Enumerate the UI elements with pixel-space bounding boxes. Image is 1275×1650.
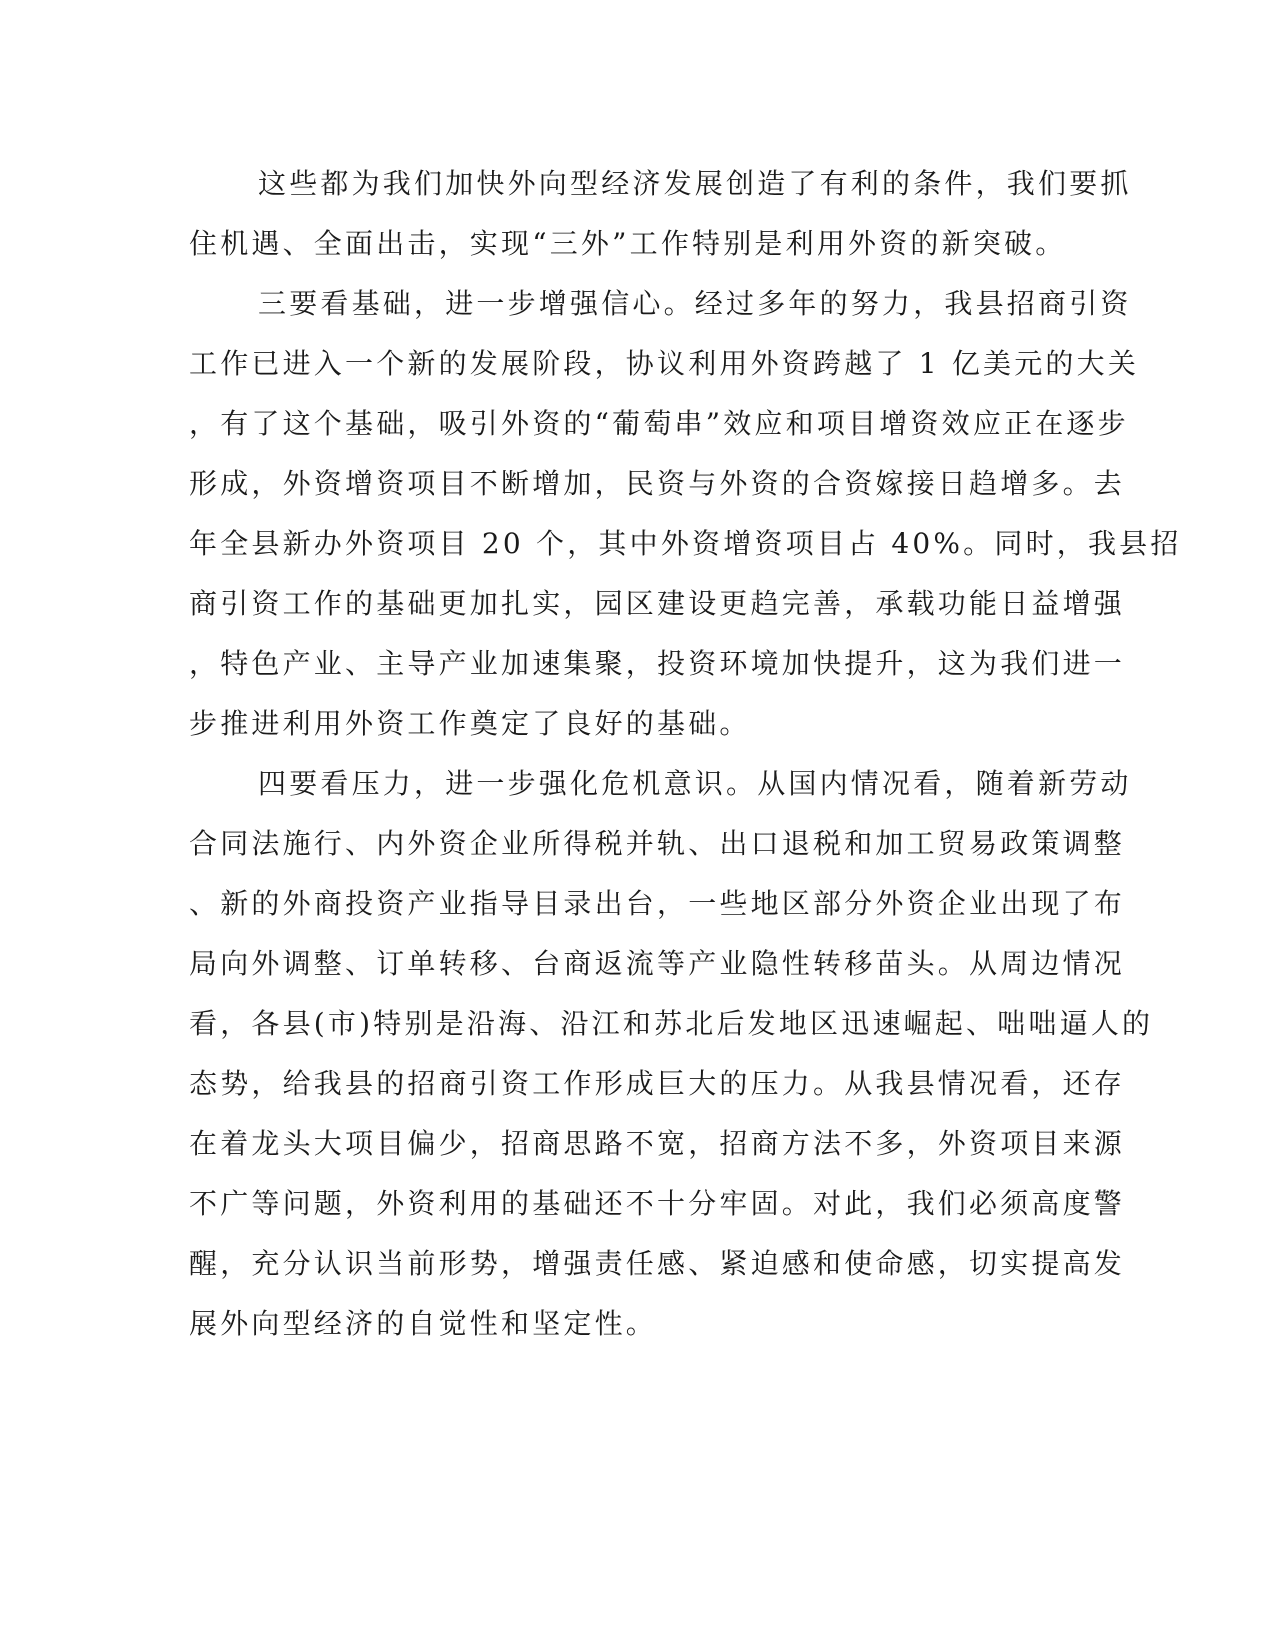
text-line: ，有了这个基础，吸引外资的“葡萄串”效应和项目增资效应正在逐步: [189, 407, 1129, 440]
paragraph: [189, 754, 1154, 1354]
text-line: 三要看基础，进一步增强信心。经过多年的努力，我县招商引资: [258, 287, 1132, 320]
text-line: ，特色产业、主导产业加速集聚，投资环境加快提升，这为我们进一: [189, 647, 1126, 680]
text-line: 商引资工作的基础更加扎实，园区建设更趋完善，承载功能日益增强: [189, 587, 1126, 620]
text-line: 住机遇、全面出击，实现“三外”工作特别是利用外资的新突破。: [189, 227, 1067, 260]
text-line: 合同法施行、内外资企业所得税并轨、出口退税和加工贸易政策调整: [189, 827, 1126, 860]
text-line: 展外向型经济的自觉性和坚定性。: [189, 1307, 658, 1340]
paragraph: [189, 274, 1182, 754]
text-line: 不广等问题，外资利用的基础还不十分牢固。对此，我们必须高度警: [189, 1187, 1126, 1220]
paragraph: [189, 154, 1132, 274]
text-line: 醒，充分认识当前形势，增强责任感、紧迫感和使命感，切实提高发: [189, 1247, 1126, 1280]
text-line: 态势，给我县的招商引资工作形成巨大的压力。从我县情况看，还存: [189, 1067, 1126, 1100]
text-line: 、新的外商投资产业指导目录出台，一些地区部分外资企业出现了布: [189, 887, 1126, 920]
text-line: 在着龙头大项目偏少，招商思路不宽，招商方法不多，外资项目来源: [189, 1127, 1126, 1160]
text-line: 看，各县(市)特别是沿海、沿江和苏北后发地区迅速崛起、咄咄逼人的: [189, 1007, 1154, 1040]
text-line: 局向外调整、订单转移、台商返流等产业隐性转移苗头。从周边情况: [189, 947, 1126, 980]
text-line: 工作已进入一个新的发展阶段，协议利用外资跨越了 1 亿美元的大关: [189, 347, 1140, 380]
text-line: 这些都为我们加快外向型经济发展创造了有利的条件，我们要抓: [258, 167, 1132, 200]
text-line: 形成，外资增资项目不断增加，民资与外资的合资嫁接日趋增多。去: [189, 467, 1126, 500]
text-line: 四要看压力，进一步强化危机意识。从国内情况看，随着新劳动: [258, 767, 1132, 800]
text-line: 步推进利用外资工作奠定了良好的基础。: [189, 707, 751, 740]
text-line: 年全县新办外资项目 20 个，其中外资增资项目占 40%。同时，我县招: [189, 527, 1182, 560]
body-text: [189, 154, 1182, 1354]
